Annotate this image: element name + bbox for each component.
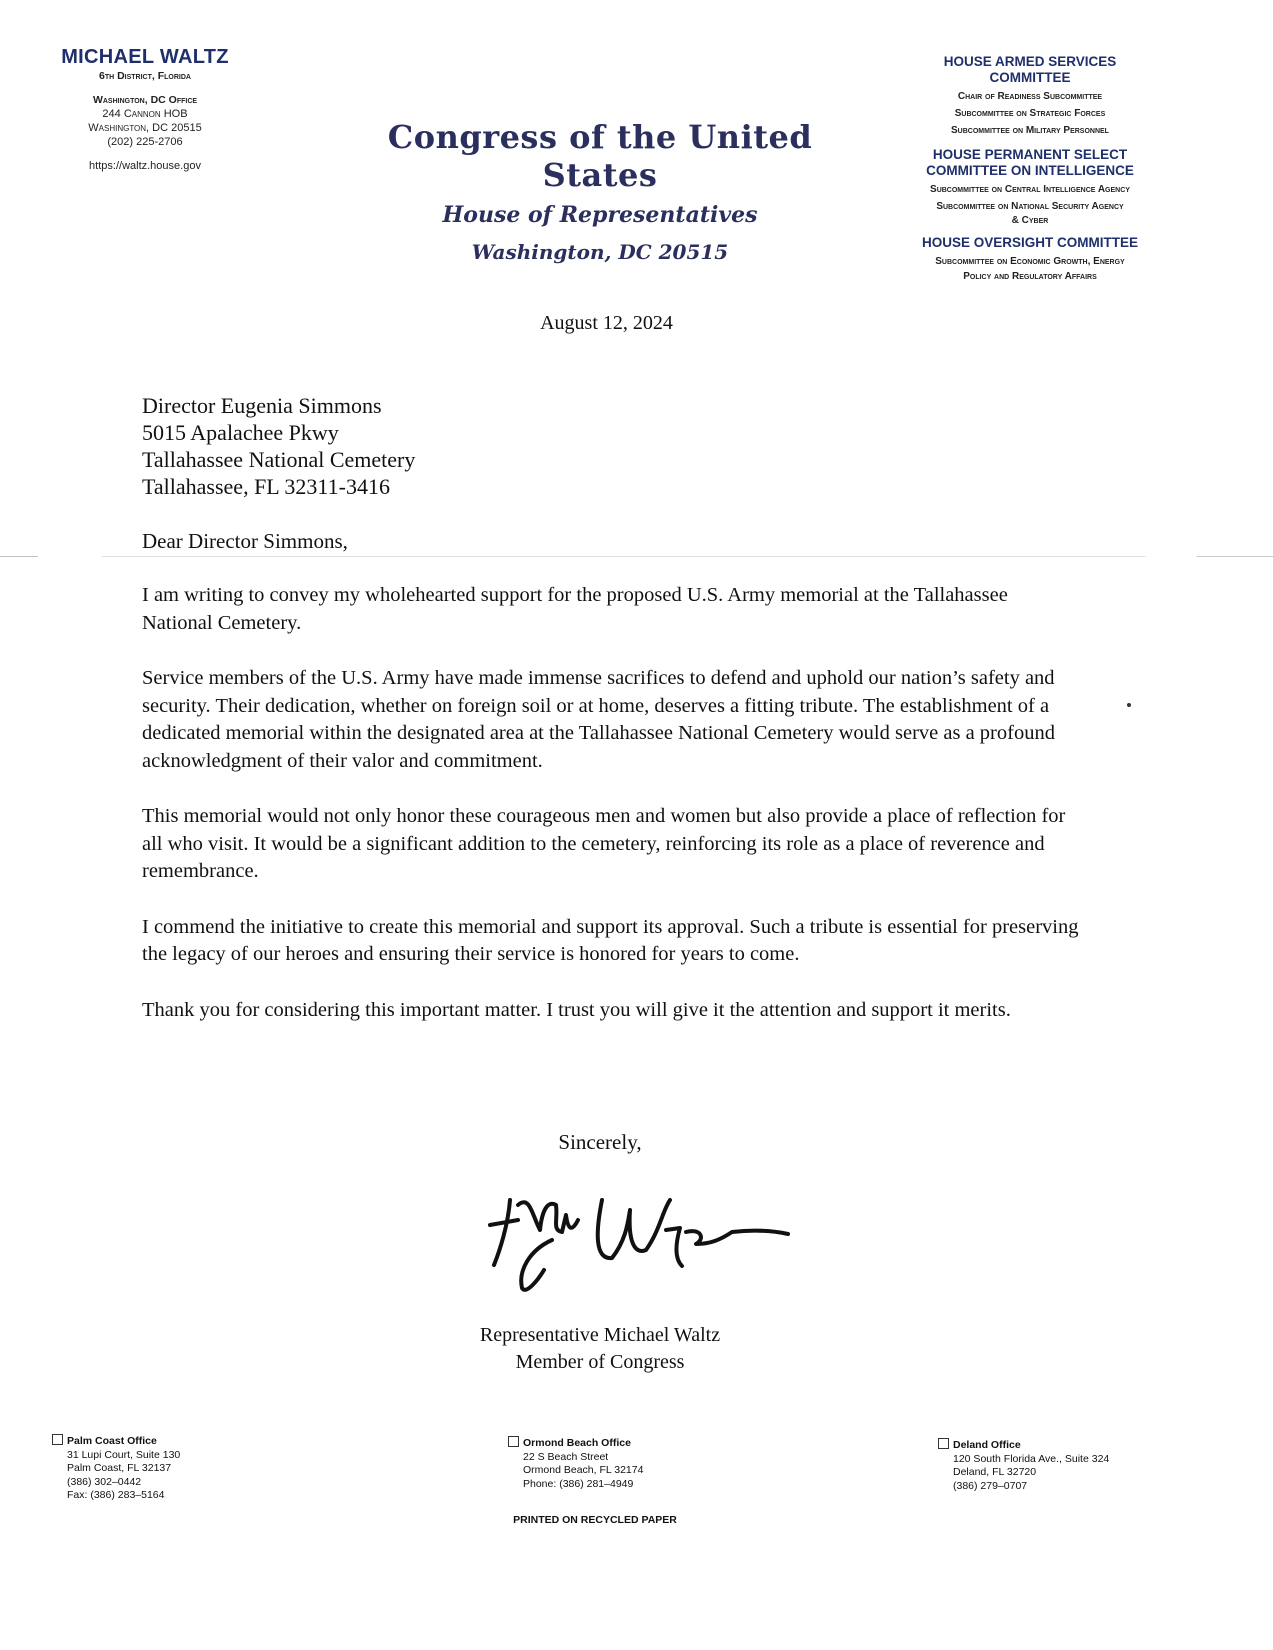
subcommittee: Policy and Regulatory Affairs — [963, 271, 1097, 282]
congress-address: Washington, DC 20515 — [471, 240, 729, 264]
checkbox-icon[interactable] — [938, 1438, 949, 1449]
office-title: Palm Coast Office — [67, 1435, 157, 1447]
subcommittee: Chair of Readiness Subcommittee — [957, 91, 1103, 102]
scan-artifact-dot — [1127, 703, 1131, 707]
letter-date: August 12, 2024 — [540, 312, 673, 334]
member-name: MICHAEL WALTZ — [61, 46, 229, 68]
district: 6th District, Florida — [99, 70, 191, 82]
subcommittee: Subcommittee on Central Intelligence Agency — [930, 184, 1130, 195]
office-line: Fax: (386) 283–5164 — [67, 1489, 165, 1501]
committee-intelligence — [880, 147, 1180, 227]
office-line: (386) 279–0707 — [953, 1479, 1028, 1492]
checkbox-icon[interactable] — [52, 1434, 63, 1445]
paragraph: Service members of the U.S. Army have made immense sacrifices to defend and uphold our nation’s safety and security. Their dedication, whether on foreign soil or at home, deserves a fitting tribute. The establishment of a dedicated memorial within the designated area at the Tallahassee National Cemetery would serve as a profound acknowledgment of their valor and commitment. — [142, 667, 1055, 772]
checkbox-icon[interactable] — [508, 1436, 519, 1447]
signer-title: Member of Congress — [515, 1351, 685, 1373]
signature — [470, 1170, 810, 1300]
office-line: 22 S Beach Street — [523, 1450, 609, 1463]
dc-office-title: Washington, DC Office — [92, 94, 198, 106]
letter-body — [142, 582, 1082, 1052]
paragraph: Thank you for considering this important matter. I trust you will give it the attention and support it merits. — [142, 998, 1011, 1021]
recipient-name: Director Eugenia Simmons — [142, 393, 382, 418]
congress-title: Congress of the United States — [387, 118, 813, 194]
subcommittee: Subcommittee on Military Personnel — [951, 125, 1109, 136]
scan-artifact-line — [0, 556, 1273, 557]
office-title: Deland Office — [953, 1439, 1021, 1451]
office-title: Ormond Beach Office — [523, 1437, 631, 1449]
subcommittee: Subcommittee on National Security Agency — [936, 201, 1124, 212]
closing: Sincerely, — [558, 1130, 642, 1154]
office-line: (386) 302–0442 — [67, 1475, 142, 1488]
paragraph: I am writing to convey my wholehearted support for the proposed U.S. Army memorial at the Tallahassee National Cemetery. — [142, 584, 1008, 634]
house-title: House of Representatives — [442, 202, 758, 228]
office-line: 31 Lupi Court, Suite 130 — [67, 1448, 181, 1461]
office-line: 120 South Florida Ave., Suite 324 — [953, 1452, 1110, 1465]
dc-office-phone: (202) 225-2706 — [107, 136, 183, 148]
committee-name: HOUSE ARMED SERVICES — [943, 54, 1117, 69]
subcommittee: & Cyber — [1011, 215, 1049, 226]
office-line: Ormond Beach, FL 32174 — [523, 1464, 644, 1476]
office-ormond-beach — [508, 1436, 643, 1491]
website-link[interactable]: https://waltz.house.gov — [89, 160, 201, 172]
office-line: Phone: (386) 281–4949 — [523, 1477, 634, 1490]
office-line: Palm Coast, FL 32137 — [67, 1462, 172, 1474]
recipient-org: Tallahassee National Cemetery — [142, 447, 416, 472]
signer-block — [0, 1322, 1200, 1376]
member-letterhead — [40, 46, 250, 173]
subcommittee: Subcommittee on Strategic Forces — [954, 108, 1106, 119]
dc-office-line1: 244 Cannon HOB — [102, 108, 188, 120]
committee-armed-services — [880, 54, 1180, 139]
office-deland — [938, 1438, 1109, 1493]
recipient-address — [142, 392, 415, 500]
committee-oversight — [880, 235, 1180, 283]
paragraph: I commend the initiative to create this memorial and support its approval. Such a tribute is essential for preserving the legacy of our heroes and ensuring their service is honored for years to come. — [142, 915, 1079, 965]
office-line: Deland, FL 32720 — [953, 1466, 1037, 1478]
committee-name: COMMITTEE ON INTELLIGENCE — [926, 163, 1134, 178]
committee-name: COMMITTEE — [989, 70, 1071, 85]
recipient-city: Tallahassee, FL 32311-3416 — [142, 474, 390, 499]
recycled-paper-note: PRINTED ON RECYCLED PAPER — [513, 1514, 677, 1526]
dc-office-line2: Washington, DC 20515 — [88, 122, 202, 134]
subcommittee: Subcommittee on Economic Growth, Energy — [935, 256, 1125, 267]
signer-name: Representative Michael Waltz — [479, 1324, 721, 1346]
committee-name: HOUSE PERMANENT SELECT — [932, 147, 1128, 162]
committee-name: HOUSE OVERSIGHT COMMITTEE — [921, 235, 1138, 250]
recipient-street: 5015 Apalachee Pkwy — [142, 420, 339, 445]
paragraph: This memorial would not only honor these courageous men and women but also provide a place of reflection for all who visit. It would be a significant addition to the cemetery, reinforcing its role as a place of reverence and remembrance. — [142, 805, 1066, 882]
congress-letterhead — [330, 118, 870, 264]
salutation: Dear Director Simmons, — [142, 529, 348, 553]
office-palm-coast — [52, 1434, 180, 1503]
committee-list — [880, 54, 1180, 291]
